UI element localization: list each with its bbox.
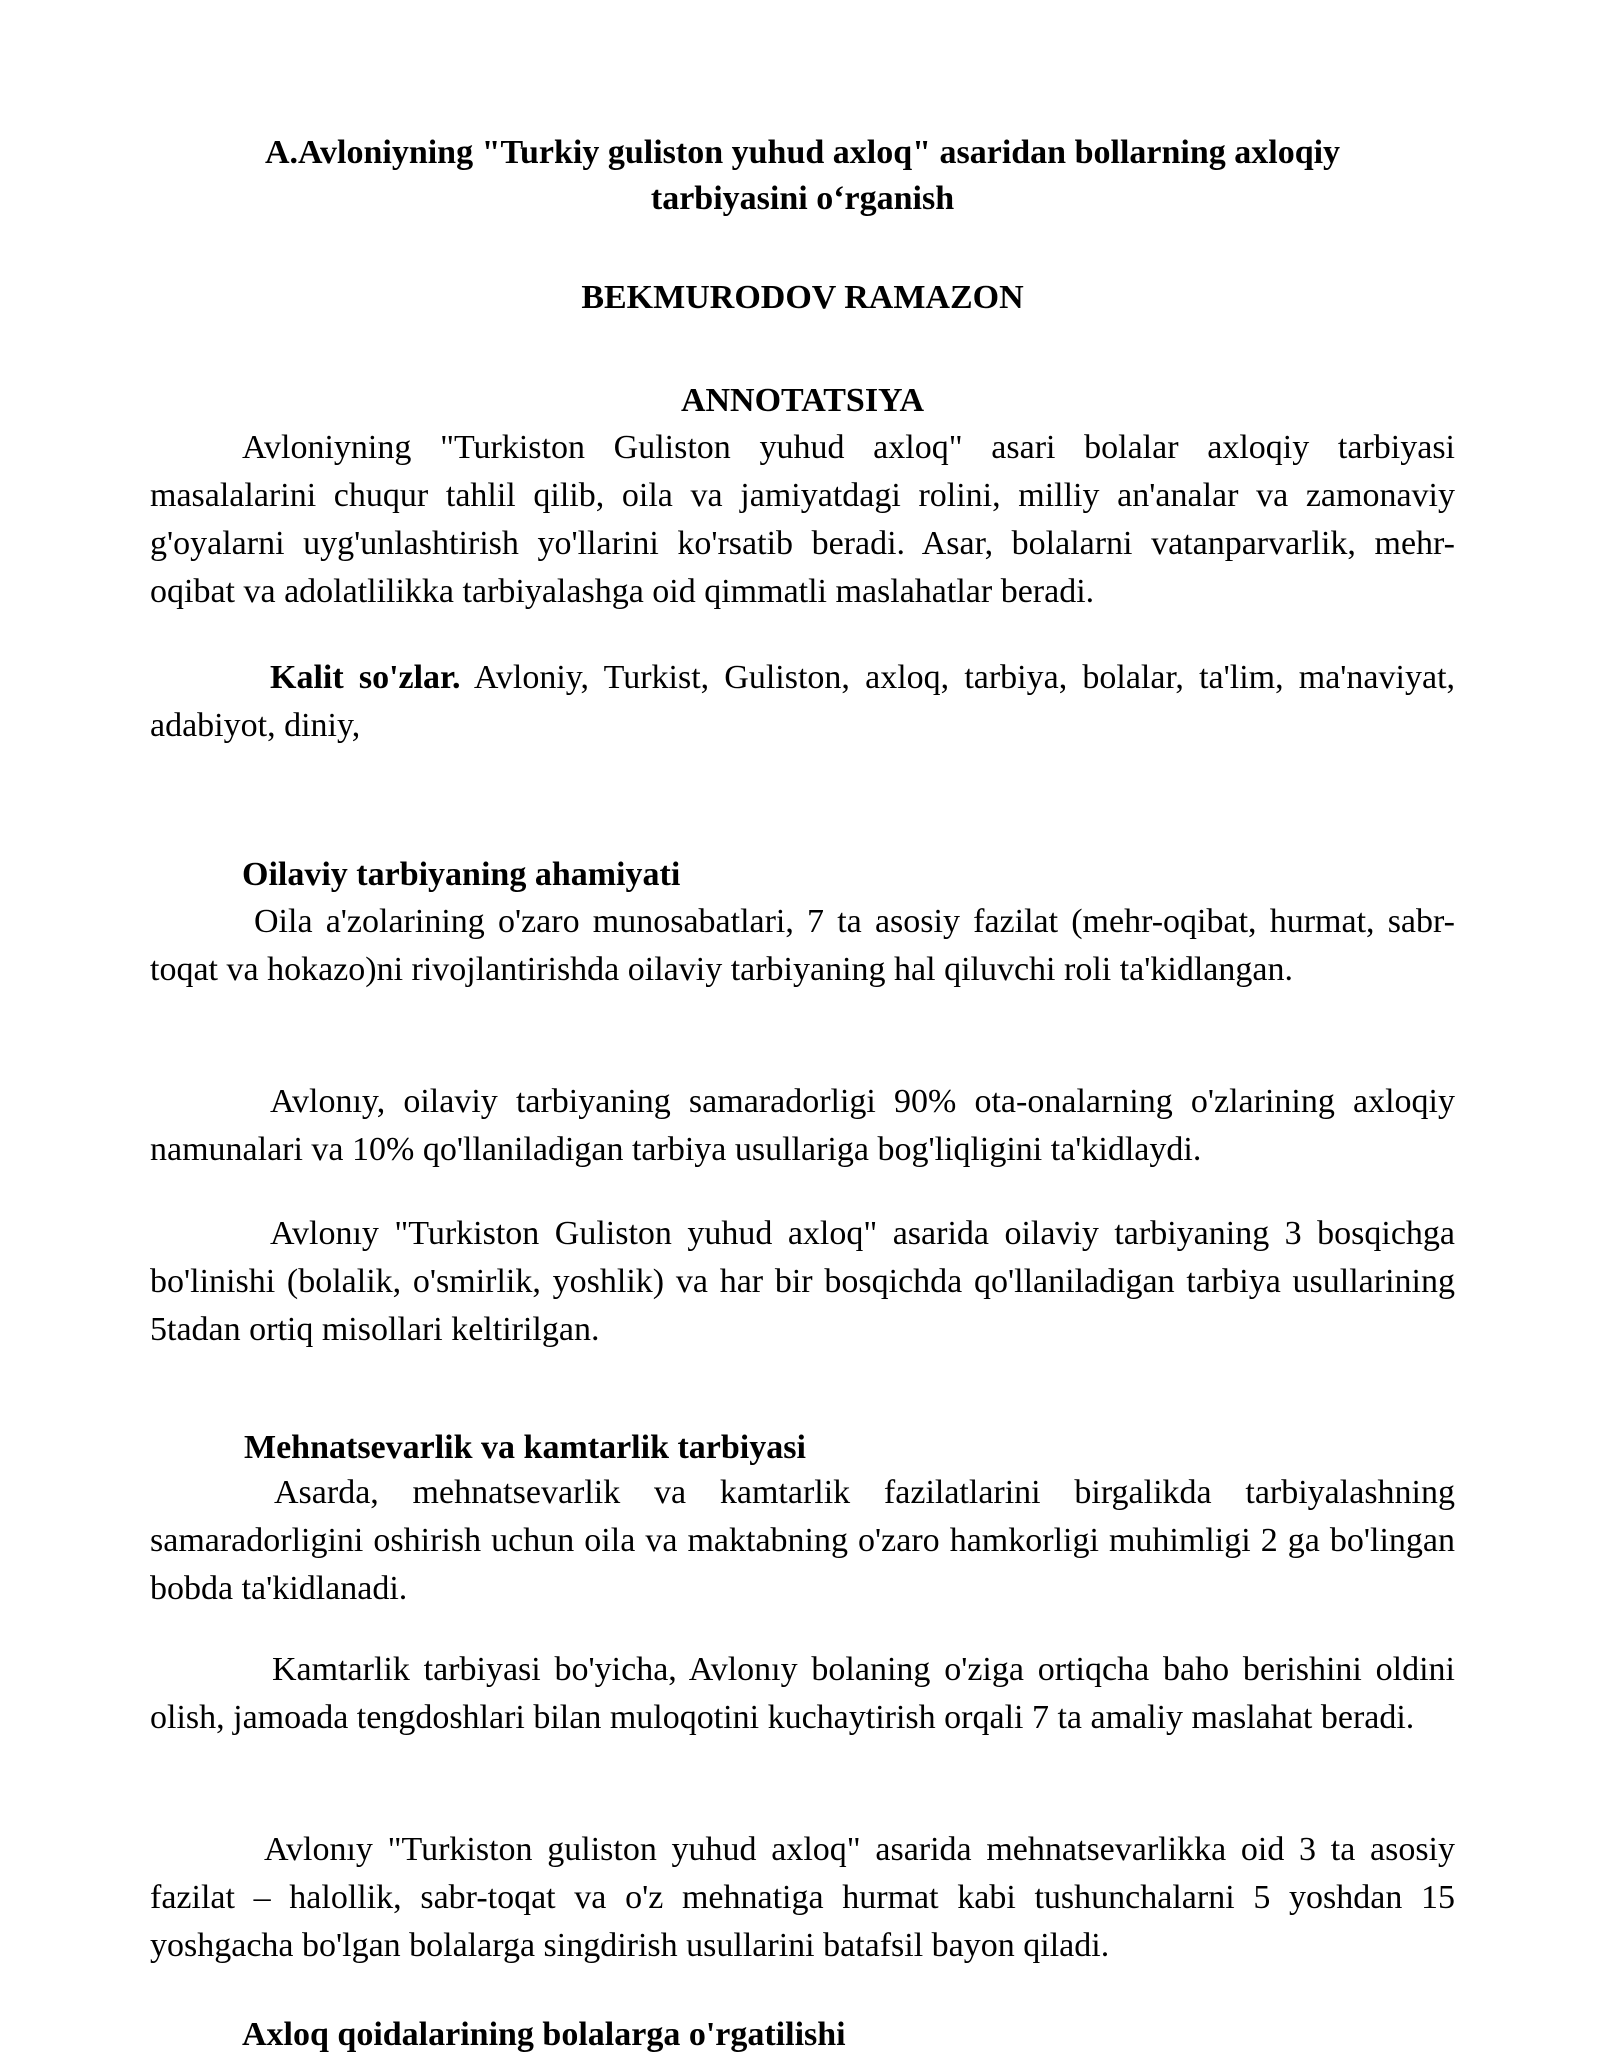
section2-paragraph-3: Avlonıy "Turkiston guliston yuhud axloq" asarida mehnatsevarlikka oid 3 ta asosiy fazilat – halollik, sabr-toqat va o'z mehnatiga hurmat kabi tushunchalarni 5 yoshdan 15 yoshgacha bo'lgan bolalarga singdirish usullarini batafsil bayon qiladi. bbox=[150, 1831, 1455, 1964]
section1-paragraph-3: Avlonıy "Turkiston Guliston yuhud axloq" asarida oilaviy tarbiyaning 3 bosqichga bo'linishi (bolalik, o'smirlik, yoshlik) va har bir bosqichda qo'llaniladigan tarbiya usullarining 5tadan ortiq misollari keltirilgan. bbox=[150, 1215, 1455, 1348]
keywords-label: Kalit so'zlar. bbox=[270, 659, 461, 696]
document-page bbox=[150, 0, 1455, 2070]
section-heading-moral-rules: Axloq qoidalarining bolalarga o'rgatilishi bbox=[242, 2016, 846, 2053]
section-heading-family-upbringing: Oilaviy tarbiyaning ahamiyati bbox=[242, 856, 681, 893]
annotation-heading: ANNOTATSIYA bbox=[680, 382, 925, 419]
section2-paragraph-2: Kamtarlik tarbiyasi bo'yicha, Avlonıy bolaning o'ziga ortiqcha baho berishini oldini olish, jamoada tengdoshlari bilan muloqotini kuchaytirish orqali 7 ta amaliy maslahat beradi. bbox=[150, 1651, 1455, 1736]
annotation-paragraph: Avloniyning "Turkiston Guliston yuhud axloq" asari bolalar axloqiy tarbiyasi masalalarini chuqur tahlil qilib, oila va jamiyatdagi rolini, milliy an'analar va zamonaviy g'oyalarni uyg'unlashtirish yo'llarini ko'rsatib beradi. Asar, bolalarni vatanparvarlik, mehr-oqibat va adolatlilikka tarbiyalashga oid qimmatli maslahatlar beradi. bbox=[150, 429, 1455, 610]
title-line-1: A.Avloniyning "Turkiy guliston yuhud axloq" asaridan bollarning axloqiy bbox=[264, 134, 1341, 171]
section-heading-diligence-modesty: Mehnatsevarlik va kamtarlik tarbiyasi bbox=[244, 1429, 806, 1466]
keywords-text: Avloniy, Turkist, Guliston, axloq, tarbiya, bolalar, ta'lim, ma'naviyat, adabiyot, diniy, bbox=[150, 659, 1456, 744]
section1-paragraph-1: Oila a'zolarining o'zaro munosabatlari, 7 ta asosiy fazilat (mehr-oqibat, hurmat, sabr-toqat va hokazo)ni rivojlantirishda oilaviy tarbiyaning hal qiluvchi roli ta'kidlangan. bbox=[150, 903, 1455, 988]
section2-paragraph-1: Asarda, mehnatsevarlik va kamtarlik fazilatlarini birgalikda tarbiyalashning samaradorligini oshirish uchun oila va maktabning o'zaro hamkorligi muhimligi 2 ga bo'lingan bobda ta'kidlanadi. bbox=[150, 1474, 1455, 1607]
section1-paragraph-2: Avlonıy, oilaviy tarbiyaning samaradorligi 90% ota-onalarning o'zlarining axloqiy namunalari va 10% qo'llaniladigan tarbiya usullariga bog'liqligini ta'kidlaydi. bbox=[150, 1083, 1455, 1168]
keywords-paragraph bbox=[150, 654, 1455, 750]
document-title bbox=[150, 130, 1455, 222]
title-line-2: tarbiyasini o‘rganish bbox=[650, 180, 955, 217]
author-name: BEKMURODOV RAMAZON bbox=[581, 279, 1024, 316]
